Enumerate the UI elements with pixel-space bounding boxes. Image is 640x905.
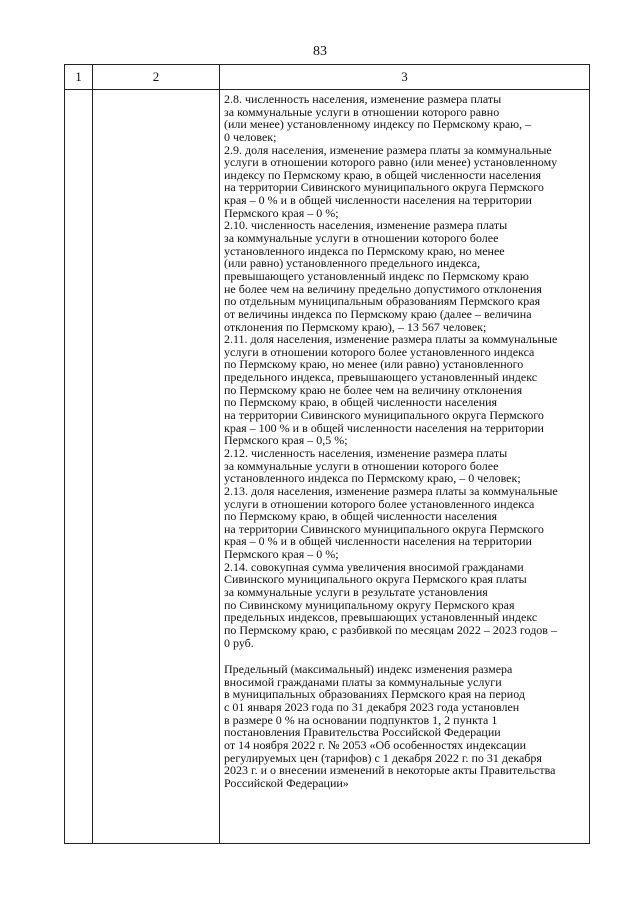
column-3-cell xyxy=(220,90,590,844)
max-index-paragraph xyxy=(224,663,587,789)
text-line: Пермского края – 0 %; xyxy=(224,547,339,562)
text-line: по Пермскому краю, в общей численности населения xyxy=(224,395,498,410)
text-line: по Пермскому краю, но менее (или равно) установленного xyxy=(224,357,524,372)
column-header-2: 2 xyxy=(93,65,220,90)
text-line: от величины индекса по Пермскому краю (далее – величина xyxy=(224,306,532,321)
text-line: услуги в отношении которого более установленного индекса xyxy=(224,496,535,511)
text-line: (или менее) установленному индексу по Пермскому краю, – xyxy=(224,117,532,132)
text-line: 2.11. доля населения, изменение размера платы за коммунальные xyxy=(224,332,558,347)
text-line: по Сивинскому муниципальному округу Пермского края xyxy=(224,597,515,612)
text-line: 2023 г. и о внесении изменений в некоторые акты Правительства xyxy=(224,763,556,778)
text-line: на территории Сивинского муниципального округа Пермского xyxy=(224,408,544,423)
text-line: услуги в отношении которого равно (или менее) установленному xyxy=(224,155,558,170)
document-table xyxy=(64,64,590,844)
text-line: не более чем на величину предельно допустимого отклонения xyxy=(224,281,542,296)
text-line: за коммунальные услуги в результате установления xyxy=(224,584,488,599)
table-header-row xyxy=(65,65,590,90)
text-line: Пермского края – 0,5 %; xyxy=(224,433,348,448)
text-line: края – 0 % и в общей численности населения на территории xyxy=(224,193,532,208)
text-line: постановления Правительства Российской Федерации xyxy=(224,725,501,740)
text-line: по Пермскому краю, с разбивкой по месяцам 2022 – 2023 годов – xyxy=(224,622,557,637)
text-line: за коммунальные услуги в отношении которого более xyxy=(224,458,499,473)
text-line: 2.13. доля населения, изменение размера платы за коммунальные xyxy=(224,483,558,498)
text-line: с 01 января 2023 года по 31 декабря 2023 года установлен xyxy=(224,700,520,715)
text-line: предельных индексов, превышающих установленный индекс xyxy=(224,610,538,625)
text-line: Предельный (максимальный) индекс изменения размера xyxy=(224,662,513,677)
table-row xyxy=(65,90,590,844)
text-line: вносимой гражданами платы за коммунальные услуги xyxy=(224,674,502,689)
text-line: индексу по Пермскому краю, в общей численности населения xyxy=(224,167,542,182)
text-line: края – 0 % и в общей численности населения на территории xyxy=(224,534,532,549)
text-line: 2.9. доля населения, изменение размера платы за коммунальные xyxy=(224,142,552,157)
text-line: установленного индекса по Пермскому краю, – 0 человек; xyxy=(224,471,521,486)
text-line: за коммунальные услуги в отношении которого более xyxy=(224,231,499,246)
text-line: от 14 ноября 2022 г. № 2053 «Об особенностях индексации xyxy=(224,738,527,753)
text-line: Пермского края – 0 %; xyxy=(224,205,339,220)
text-line: по Пермскому краю не более чем на величину отклонения xyxy=(224,382,523,397)
text-line: края – 100 % и в общей численности населения на территории xyxy=(224,420,544,435)
text-line: Российской Федерации» xyxy=(224,775,349,790)
text-line: 0 руб. xyxy=(224,635,254,650)
text-line: установленного индекса по Пермскому краю, но менее xyxy=(224,243,505,258)
text-line: Сивинского муниципального округа Пермского края платы xyxy=(224,572,527,587)
text-line: по Пермскому краю, в общей численности населения xyxy=(224,509,498,524)
text-line: (или равно) установленного предельного индекса, xyxy=(224,256,481,271)
column-1-cell xyxy=(65,90,93,844)
text-line: 2.8. численность населения, изменение размера платы xyxy=(224,92,502,106)
column-2-cell xyxy=(93,90,220,844)
text-line: 0 человек; xyxy=(224,129,277,144)
indicators-block xyxy=(224,93,587,649)
text-line: 2.12. численность населения, изменение размера платы xyxy=(224,445,508,460)
text-line: регулируемых цен (тарифов) с 1 декабря 2022 г. по 31 декабря xyxy=(224,750,542,765)
text-line: по отдельным муниципальным образованиям Пермского края xyxy=(224,294,541,309)
text-line: услуги в отношении которого более установленного индекса xyxy=(224,344,535,359)
text-line: в муниципальных образованиях Пермского края на период xyxy=(224,687,525,702)
page-number: 83 xyxy=(313,44,327,59)
cell-content xyxy=(220,90,589,790)
text-line: предельного индекса, превышающего установленный индекс xyxy=(224,370,538,385)
column-header-3: 3 xyxy=(220,65,590,90)
text-line: превышающего установленный индекс по Пермскому краю xyxy=(224,268,529,283)
text-line: на территории Сивинского муниципального округа Пермского xyxy=(224,521,544,536)
text-line: 2.14. совокупная сумма увеличения вносимой гражданами xyxy=(224,559,524,574)
text-line: на территории Сивинского муниципального округа Пермского xyxy=(224,180,544,195)
paragraph-gap xyxy=(224,649,587,663)
text-line: в размере 0 % на основании подпунктов 1, 2 пункта 1 xyxy=(224,712,498,727)
text-line: 2.10. численность населения, изменение размера платы xyxy=(224,218,508,233)
text-line: отклонения по Пермскому краю), – 13 567 человек; xyxy=(224,319,487,334)
column-header-1: 1 xyxy=(65,65,93,90)
text-line: за коммунальные услуги в отношении которого равно xyxy=(224,104,500,119)
